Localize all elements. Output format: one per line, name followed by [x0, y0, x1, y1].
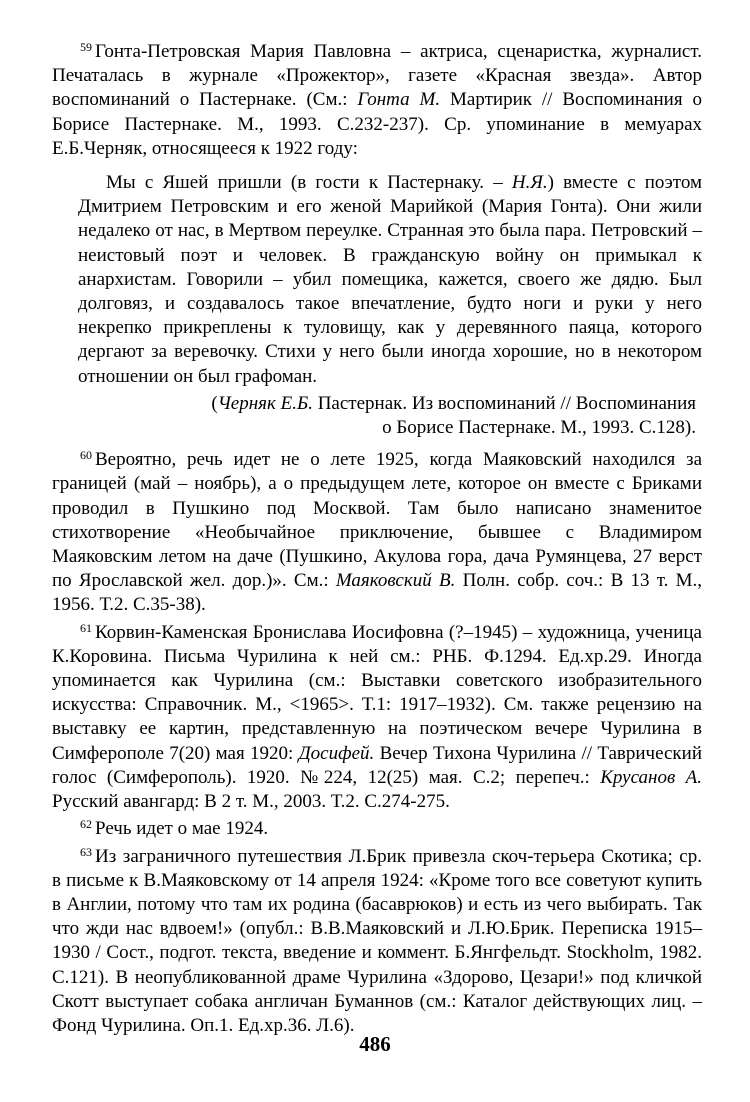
footnote-number: 63 — [80, 844, 92, 859]
footnote-number: 60 — [80, 448, 92, 463]
quote-text: Мы с Яшей пришли (в гости к Пастернаку. – Н.Я.) вместе с поэтом Дмитрием Петровским и его женой Марийкой (Мария Гонта). Они жили недалеко от нас, в Мертвом переулке. Странная это была пара. Петровский – неистовый поэт и человек. В гражданскую войну он примыкал к анархистам. Говорили – убил помещика, кажется, своего же дядю. Был долговяз, и создавалось такое впечатление, будто ноги и руки у него некрепко прикреплены к туловищу, как у деревянного паяца, которого дергают за веревочку. Стихи у него были иногда хорошие, но в некотором отношении он был графоман. — [78, 172, 702, 387]
page-body — [52, 40, 702, 1038]
footnote-59: $^{59}$ Гонта-Петровская Мария Павловна – актриса, сценаристка, журналист. Печаталась в журнале «Прожектор», газете «Красная звезда». Автор воспоминаний о Пастернаке. (См.: Гонта М. Мартирик // Воспоминания о Борисе Пастернаке. М., 1993. С.232-237). Ср. упоминание в мемуарах Е.Б.Черняк, относящееся к 1922 году: — [52, 40, 702, 159]
footnote-62: $^{62}$ Речь идет о мае 1924. — [80, 817, 269, 840]
footnote-61: $^{61}$ Корвин-Каменская Бронислава Иосифовна (?–1945) – художница, ученица К.Коровина. Письма Чурилина к ней см.: РНБ. Ф.1294. Ед.хр.29. Иногда упоминается как Чурилина (см.: Выставки советского изобразительного искусства: Справочник. М., <1965>. Т.1: 1917–1932). См. также рецензию на выставку ее картин, представленную на поэтическом вечере Чурилина в Симферополе 7(20) мая 1920: Досифей. Вечер Тихона Чурилина // Таврический голос (Симферополь). 1920. №224, 12(25) мая. С.2; перепеч.: Крусанов А. Русский авангард: В 2 т. М., 2003. Т.2. С.274-275. — [52, 620, 702, 813]
footnote-number: 59 — [80, 40, 92, 54]
page-number: 486 — [359, 1032, 391, 1056]
block-quote — [78, 171, 702, 440]
footnote-number: 61 — [80, 620, 92, 635]
footnote-63: $^{63}$ Из заграничного путешествия Л.Брик привезла скоч-терьера Скотика; ср. в письме к В.Маяковскому от 14 апреля 1924: «Кроме того все советуют купить в Англии, потому что там их родина (басаврюков) и есть из чего выбирать. Так что жди нас вдвоем!» (опубл.: В.В.Маяковский и Л.Ю.Брик. Переписка 1915–1930 / Сост., подгот. текста, введение и коммент. Б.Янгфельдт. Stockholm, 1982. С.121). В неопубликованной драме Чурилина «Здорово, Цезари!» под кличкой Скотт выступает собака англичан Буманнов (см.: Каталог действующих лиц. – Фонд Чурилина. Оп.1. Ед.хр.36. Л.6). — [52, 844, 702, 1036]
footnote-number: 62 — [80, 817, 92, 832]
quote-citation: (Черняк Е.Б. Пастернак. Из воспоминаний // Воспоминания о Борисе Пастернаке. М., 1993. С.128). — [211, 392, 696, 439]
footnote-60: $^{60}$ Вероятно, речь идет не о лете 1925, когда Маяковский находился за границей (май – ноябрь), а о предыдущем лете, которое он вместе с Бриками проводил в Пушкино под Москвой. Там было написано знаменитое стихотворение «Необычайное приключение, бывшее с Владимиром Маяковским летом на даче (Пушкино, Акулова гора, дача Румянцева, 27 верст по Ярославской жел. дор.)». См.: Маяковский В. Полн. собр. соч.: В 13 т. М., 1956. Т.2. С.35-38). — [52, 448, 703, 616]
